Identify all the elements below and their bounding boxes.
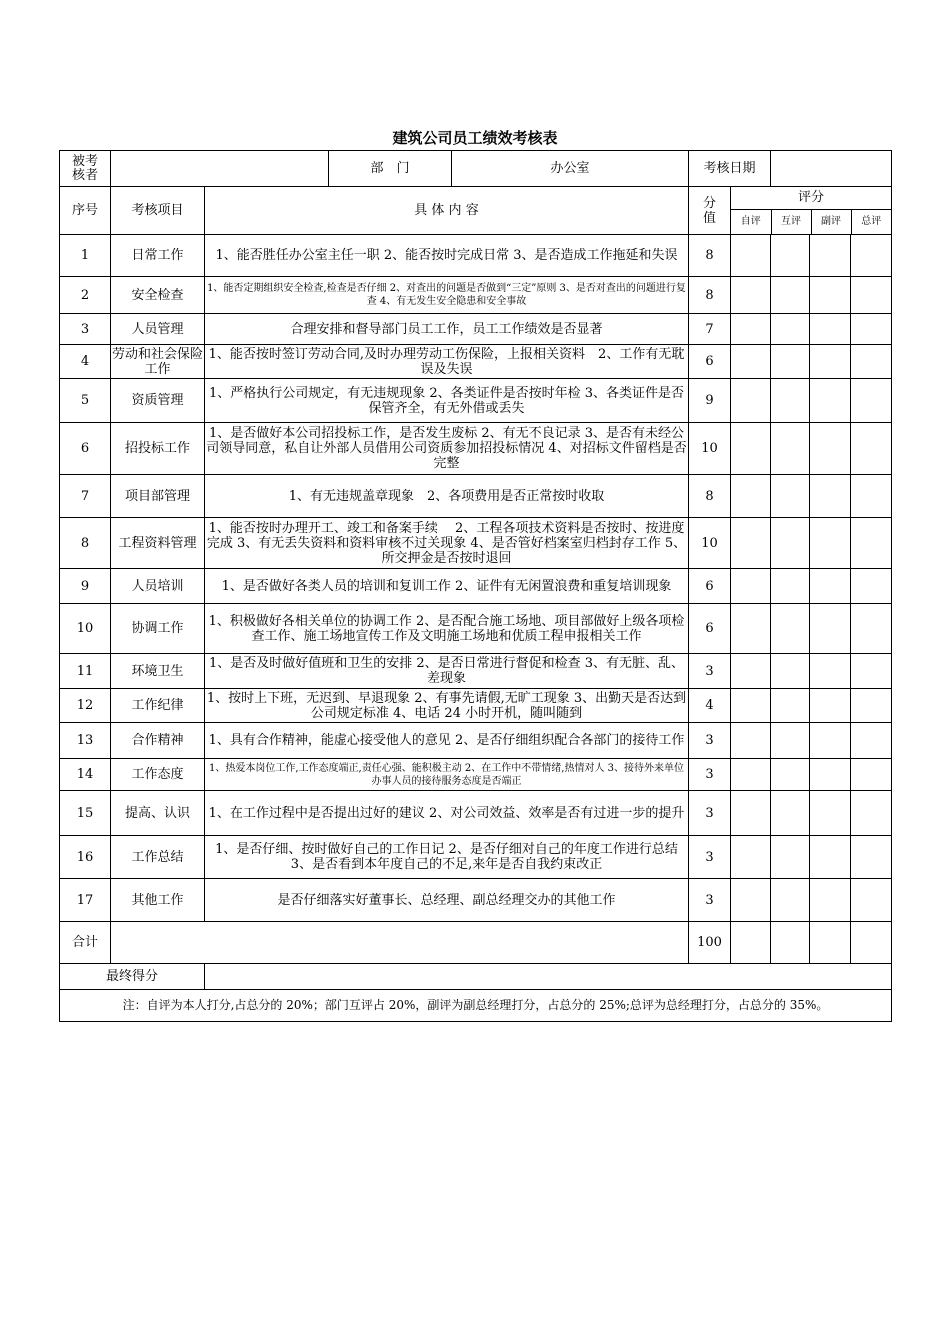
row-content: 1、具有合作精神，能虚心接受他人的意见 2、是否仔细组织配合各部门的接待工作 [205,723,689,759]
row-content: 1、是否做好本公司招投标工作，是否发生废标 2、有无不良记录 3、是否有未经公司领导同意，私自让外部人员借用公司资质参加招投标情况 4、对招标文件留档是否完整 [205,423,689,475]
row-score: 7 [689,314,731,345]
total-score-cell[interactable] [851,759,892,791]
table-row [60,723,892,759]
row-score: 3 [689,879,731,922]
row-item: 日常工作 [111,235,205,277]
self-score-cell[interactable] [731,235,771,277]
deputy-score-cell[interactable] [810,235,851,277]
row-score: 10 [689,423,731,475]
table-row [60,423,892,475]
row-item: 工作纪律 [111,689,205,723]
peer-total-cell[interactable] [771,922,810,964]
review-date-label: 考核日期 [689,151,771,187]
total-score-cell[interactable] [851,689,892,723]
deputy-score-cell[interactable] [810,791,851,836]
row-no: 7 [60,475,111,518]
row-score: 3 [689,654,731,689]
table-row [60,379,892,423]
row-no: 5 [60,379,111,423]
deputy-score-cell[interactable] [810,423,851,475]
row-content: 1、热爱本岗位工作,工作态度端正,责任心强、能积极主动 2、在工作中不带情绪,热情对人 3、接待外来单位办事人员的接待服务态度是否端正 [205,759,689,791]
table-row [60,759,892,791]
row-item: 工作总结 [111,836,205,879]
final-score-field[interactable] [205,964,892,990]
row-score: 3 [689,836,731,879]
col-self: 自评 [731,209,771,234]
peer-score-cell[interactable] [771,879,810,922]
row-no: 6 [60,423,111,475]
deputy-score-cell[interactable] [810,654,851,689]
deputy-score-cell[interactable] [810,345,851,379]
row-content: 1、积极做好各相关单位的协调工作 2、是否配合施工场地、项目部做好上级各项检查工作、施工场地宣传工作及文明施工场地和优质工程申报相关工作 [205,604,689,654]
total-score-cell[interactable] [851,654,892,689]
row-content: 1、能否定期组织安全检查,检查是否仔细 2、对查出的问题是否做到“三定”原则 3、是否对查出的问题进行复查 4、有无发生安全隐患和安全事故 [205,277,689,314]
self-score-cell[interactable] [731,569,771,604]
total-score-cell[interactable] [851,423,892,475]
deputy-score-cell[interactable] [810,277,851,314]
table-row [60,235,892,277]
row-item: 人员管理 [111,314,205,345]
row-content: 1、能否按时办理开工、竣工和备案手续 2、工程各项技术资料是否按时、按进度完成 3、有无丢失资料和资料审核不过关现象 4、是否管好档案室归档封存工作 5、所交押金是否按时退回 [205,518,689,569]
table-row [60,569,892,604]
row-item: 合作精神 [111,723,205,759]
table-row [60,604,892,654]
total-score-cell[interactable] [851,314,892,345]
table-row [60,791,892,836]
row-item: 其他工作 [111,879,205,922]
row-item: 资质管理 [111,379,205,423]
total-score-cell[interactable] [851,235,892,277]
row-content: 合理安排和督导部门员工工作，员工工作绩效是否显著 [205,314,689,345]
col-deputy: 副评 [811,209,851,234]
row-no: 16 [60,836,111,879]
peer-score-cell[interactable] [771,759,810,791]
peer-score-cell[interactable] [771,723,810,759]
self-score-cell[interactable] [731,723,771,759]
row-content: 1、是否做好各类人员的培训和复训工作 2、证件有无闲置浪费和重复培训现象 [205,569,689,604]
self-score-cell[interactable] [731,654,771,689]
total-score-cell[interactable] [851,879,892,922]
examinee-label: 被考 核者 [60,151,111,187]
dept-label: 部 门 [329,151,452,187]
self-score-cell[interactable] [731,791,771,836]
row-score: 8 [689,475,731,518]
table-row [60,689,892,723]
col-peer: 互评 [771,209,811,234]
col-item: 考核项目 [111,187,205,235]
row-content: 1、在工作过程中是否提出过好的建议 2、对公司效益、效率是否有过进一步的提升 [205,791,689,836]
row-content: 1、严格执行公司规定，有无违规现象 2、各类证件是否按时年检 3、各类证件是否保管齐全，有无外借或丢失 [205,379,689,423]
row-no: 2 [60,277,111,314]
self-score-cell[interactable] [731,345,771,379]
row-score: 6 [689,604,731,654]
deputy-score-cell[interactable] [810,604,851,654]
review-date-field[interactable] [771,151,892,187]
table-row [60,879,892,922]
row-no: 9 [60,569,111,604]
deputy-score-cell[interactable] [810,518,851,569]
row-item: 人员培训 [111,569,205,604]
self-score-cell[interactable] [731,759,771,791]
appraisal-table [59,150,892,1022]
self-score-cell[interactable] [731,689,771,723]
row-no: 13 [60,723,111,759]
self-score-cell[interactable] [731,604,771,654]
final-score-row [60,964,892,990]
examinee-field[interactable] [111,151,329,187]
peer-score-cell[interactable] [771,277,810,314]
deputy-score-cell[interactable] [810,379,851,423]
note-row [60,990,892,1022]
col-rating: 评分 [798,190,825,206]
row-score: 8 [689,235,731,277]
footnote: 注：自评为本人打分,占总分的 20%；部门互评占 20%，副评为副总经理打分，占总分的 25%;总评为总经理打分，占总分的 35%。 [60,990,892,1022]
row-no: 3 [60,314,111,345]
row-content: 1、有无违规盖章现象 2、各项费用是否正常按时收取 [205,475,689,518]
row-no: 4 [60,345,111,379]
table-row [60,836,892,879]
table-row [60,314,892,345]
row-item: 工程资料管理 [111,518,205,569]
row-no: 15 [60,791,111,836]
row-no: 10 [60,604,111,654]
self-score-cell[interactable] [731,277,771,314]
row-content: 是否仔细落实好董事长、总经理、副总经理交办的其他工作 [205,879,689,922]
deputy-score-cell[interactable] [810,569,851,604]
row-no: 1 [60,235,111,277]
col-total: 总评 [851,209,891,234]
self-score-cell[interactable] [731,475,771,518]
self-score-cell[interactable] [731,836,771,879]
peer-score-cell[interactable] [771,604,810,654]
peer-score-cell[interactable] [771,423,810,475]
deputy-score-cell[interactable] [810,836,851,879]
table-row [60,518,892,569]
col-rating-group [731,187,892,235]
page-title: 建筑公司员工绩效考核表 [392,129,558,147]
deputy-total-cell[interactable] [810,922,851,964]
table-row [60,277,892,314]
total-score-cell[interactable] [851,723,892,759]
row-content: 1、是否仔细、按时做好自己的工作日记 2、是否仔细对自己的年度工作进行总结 3、是否看到本年度自己的不足,来年是否自我约束改正 [205,836,689,879]
row-no: 8 [60,518,111,569]
row-score: 8 [689,277,731,314]
peer-score-cell[interactable] [771,475,810,518]
total-score-cell[interactable] [851,604,892,654]
row-item: 工作态度 [111,759,205,791]
deputy-score-cell[interactable] [810,759,851,791]
row-item: 提高、认识 [111,791,205,836]
peer-score-cell[interactable] [771,314,810,345]
peer-score-cell[interactable] [771,569,810,604]
row-item: 项目部管理 [111,475,205,518]
row-score: 9 [689,379,731,423]
dept-value: 办公室 [452,151,689,187]
row-content: 1、能否胜任办公室主任一职 2、能否按时完成日常 3、是否造成工作拖延和失误 [205,235,689,277]
deputy-score-cell[interactable] [810,723,851,759]
total-score-cell[interactable] [851,475,892,518]
self-score-cell[interactable] [731,518,771,569]
table-row [60,654,892,689]
row-score: 3 [689,791,731,836]
total-score-cell[interactable] [851,277,892,314]
row-score: 3 [689,723,731,759]
self-score-cell[interactable] [731,379,771,423]
deputy-score-cell[interactable] [810,314,851,345]
row-content: 1、是否及时做好值班和卫生的安排 2、是否日常进行督促和检查 3、有无脏、乱、差现象 [205,654,689,689]
self-score-cell[interactable] [731,423,771,475]
header-row [60,151,892,187]
row-score: 10 [689,518,731,569]
row-score: 6 [689,569,731,604]
col-score: 分 值 [689,187,731,235]
total-score-cell[interactable] [851,836,892,879]
row-score: 4 [689,689,731,723]
peer-score-cell[interactable] [771,235,810,277]
table-row [60,475,892,518]
total-blank [111,922,689,964]
self-score-cell[interactable] [731,314,771,345]
row-item: 招投标工作 [111,423,205,475]
table-row [60,345,892,379]
row-item: 安全检查 [111,277,205,314]
total-score-cell[interactable] [851,518,892,569]
peer-score-cell[interactable] [771,836,810,879]
peer-score-cell[interactable] [771,791,810,836]
row-score: 3 [689,759,731,791]
row-no: 11 [60,654,111,689]
row-item: 协调工作 [111,604,205,654]
total-score-cell[interactable] [851,791,892,836]
total-score-cell[interactable] [851,379,892,423]
column-header-row [60,187,892,235]
row-content: 1、按时上下班，无迟到、早退现象 2、有事先请假,无旷工现象 3、出勤天是否达到公司规定标准 4、电话 24 小时开机，随叫随到 [205,689,689,723]
col-seq: 序号 [60,187,111,235]
col-content: 具 体 内 容 [205,187,689,235]
row-content: 1、能否按时签订劳动合同,及时办理劳动工伤保险，上报相关资料 2、工作有无耽误及失误 [205,345,689,379]
row-score: 6 [689,345,731,379]
row-no: 12 [60,689,111,723]
peer-score-cell[interactable] [771,518,810,569]
self-total-cell[interactable] [731,922,771,964]
deputy-score-cell[interactable] [810,879,851,922]
peer-score-cell[interactable] [771,345,810,379]
row-item: 劳动和社会保险工作 [111,346,203,377]
row-no: 14 [60,759,111,791]
total-score-cell[interactable] [851,569,892,604]
deputy-score-cell[interactable] [810,475,851,518]
total-label: 合计 [60,922,111,964]
overall-total-cell[interactable] [851,922,892,964]
total-row [60,922,892,964]
row-no: 17 [60,879,111,922]
total-score: 100 [689,922,731,964]
total-score-cell[interactable] [851,345,892,379]
row-item: 环境卫生 [111,654,205,689]
peer-score-cell[interactable] [771,689,810,723]
final-score-label: 最终得分 [60,964,205,990]
peer-score-cell[interactable] [771,379,810,423]
peer-score-cell[interactable] [771,654,810,689]
self-score-cell[interactable] [731,879,771,922]
deputy-score-cell[interactable] [810,689,851,723]
